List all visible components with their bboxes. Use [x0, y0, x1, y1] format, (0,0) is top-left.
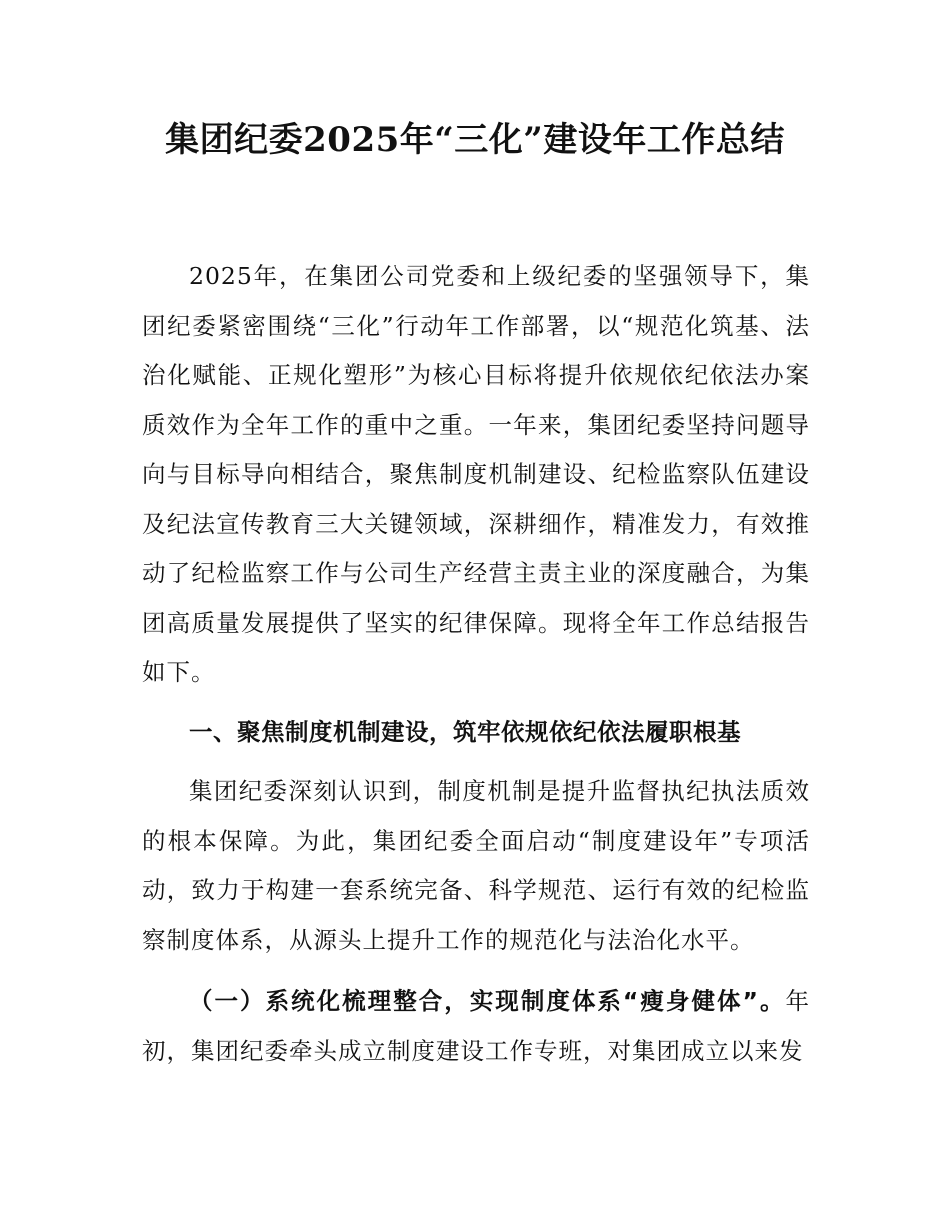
section-1-heading: 一、聚焦制度机制建设，筑牢依规依纪依法履职根基: [189, 717, 741, 746]
section-1-paragraph: 集团纪委深刻认识到，制度机制是提升监督执纪执法质效的根本保障。为此，集团纪委全面启动“制度建设年”专项活动，致力于构建一套系统完备、科学规范、运行有效的纪检监察制度体系，从源头上提升工作的规范化与法治化水平。: [142, 777, 810, 954]
intro-paragraph: 2025年，在集团公司党委和上级纪委的坚强领导下，集团纪委紧密围绕“三化”行动年工作部署，以“规范化筑基、法治化赋能、正规化塑形”为核心目标将提升依规依纪依法办案质效作为全年工作的重中之重。一年来，集团纪委坚持问题导向与目标导向相结合，聚焦制度机制建设、纪检监察队伍建设及纪法宣传教育三大关键领域，深耕细作，精准发力，有效推动了纪检监察工作与公司生产经营主责主业的深度融合，为集团高质量发展提供了坚实的纪律保障。现将全年工作总结报告如下。: [142, 262, 810, 686]
document-body: [142, 252, 810, 1076]
subsection-1-text: 年初，集团纪委牵头成立制度建设工作专班，对集团成立以来发: [142, 987, 810, 1065]
document-title: 集团纪委2025年“三化”建设年工作总结: [165, 120, 785, 160]
subsection-1-paragraph: [142, 977, 810, 1076]
subsection-1-heading: （一）系统化梳理整合，实现制度体系“瘦身健体”。: [189, 987, 786, 1015]
